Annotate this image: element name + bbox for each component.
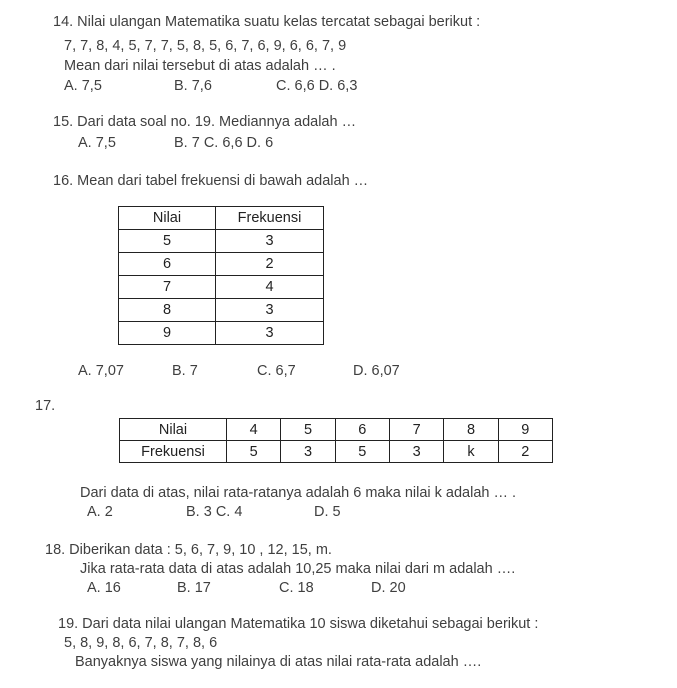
table-cell: Nilai <box>120 419 227 441</box>
table-cell: 4 <box>227 419 281 441</box>
table-cell: 9 <box>119 322 216 345</box>
q17-number: 17. <box>35 398 56 414</box>
q17-option-a: A. 2 <box>87 504 113 520</box>
table-cell: 3 <box>216 299 324 322</box>
q19-data: 5, 8, 9, 8, 6, 7, 8, 7, 8, 6 <box>64 635 218 651</box>
table-cell: k <box>444 441 498 463</box>
q16-option-d: D. 6,07 <box>353 363 400 379</box>
table-cell: 5 <box>119 230 216 253</box>
q15-option-bcd: B. 7 C. 6,6 D. 6 <box>174 135 274 151</box>
q16-option-b: B. 7 <box>172 363 198 379</box>
table-row <box>119 322 324 345</box>
table-cell: 5 <box>281 419 335 441</box>
q14-question: Mean dari nilai tersebut di atas adalah … . <box>64 58 336 74</box>
q16-frequency-table <box>118 206 324 345</box>
table-cell: 8 <box>444 419 498 441</box>
q16-option-a: A. 7,07 <box>78 363 124 379</box>
q15-stem: 15. Dari data soal no. 19. Mediannya adalah … <box>53 114 357 130</box>
q14-option-cd: C. 6,6 D. 6,3 <box>276 78 358 94</box>
q14-data: 7, 7, 8, 4, 5, 7, 7, 5, 8, 5, 6, 7, 6, 9, 6, 6, 7, 9 <box>64 38 347 54</box>
q14-option-a: A. 7,5 <box>64 78 102 94</box>
table-cell: 3 <box>216 322 324 345</box>
q18-option-a: A. 16 <box>87 580 121 596</box>
table-header-cell: Frekuensi <box>216 207 324 230</box>
table-cell: 3 <box>281 441 335 463</box>
table-cell: 2 <box>216 253 324 276</box>
table-row <box>119 253 324 276</box>
table-cell: 5 <box>335 441 389 463</box>
table-row <box>120 441 553 463</box>
q18-question: Jika rata-rata data di atas adalah 10,25 maka nilai dari m adalah …. <box>80 561 516 577</box>
q15-option-a: A. 7,5 <box>78 135 116 151</box>
q18-option-c: C. 18 <box>279 580 314 596</box>
table-cell: 2 <box>498 441 552 463</box>
table-row <box>120 419 553 441</box>
q14-stem: 14. Nilai ulangan Matematika suatu kelas tercatat sebagai berikut : <box>53 14 481 30</box>
table-header-cell: Nilai <box>119 207 216 230</box>
q19-question: Banyaknya siswa yang nilainya di atas nilai rata-rata adalah …. <box>75 654 482 670</box>
q19-stem: 19. Dari data nilai ulangan Matematika 10 siswa diketahui sebagai berikut : <box>58 616 539 632</box>
table-cell: 6 <box>119 253 216 276</box>
table-cell: 3 <box>216 230 324 253</box>
table-row <box>119 276 324 299</box>
q17-option-bc: B. 3 C. 4 <box>186 504 243 520</box>
q16-stem: 16. Mean dari tabel frekuensi di bawah adalah … <box>53 173 369 189</box>
table-cell: 5 <box>227 441 281 463</box>
q18-stem: 18. Diberikan data : 5, 6, 7, 9, 10 , 12, 15, m. <box>45 542 332 558</box>
table-cell: Frekuensi <box>120 441 227 463</box>
table-cell: 6 <box>335 419 389 441</box>
table-cell: 7 <box>389 419 443 441</box>
q17-option-d: D. 5 <box>314 504 341 520</box>
table-cell: 8 <box>119 299 216 322</box>
table-cell: 3 <box>389 441 443 463</box>
q17-frequency-table <box>119 418 553 463</box>
q17-question: Dari data di atas, nilai rata-ratanya adalah 6 maka nilai k adalah … . <box>80 485 517 501</box>
table-row <box>119 230 324 253</box>
q18-option-b: B. 17 <box>177 580 211 596</box>
q16-option-c: C. 6,7 <box>257 363 296 379</box>
table-cell: 7 <box>119 276 216 299</box>
q14-option-b: B. 7,6 <box>174 78 212 94</box>
table-cell: 4 <box>216 276 324 299</box>
table-header-row <box>119 207 324 230</box>
table-row <box>119 299 324 322</box>
table-cell: 9 <box>498 419 552 441</box>
q18-option-d: D. 20 <box>371 580 406 596</box>
